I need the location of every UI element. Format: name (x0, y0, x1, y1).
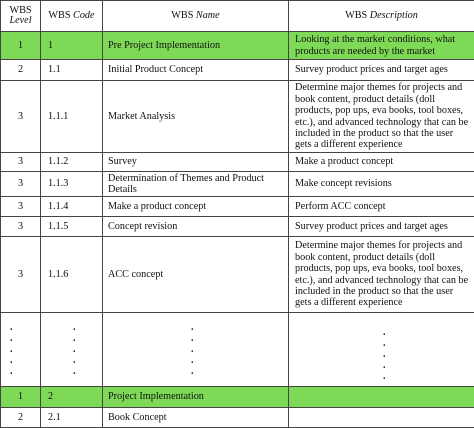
cell-level: 1 (1, 32, 41, 60)
cell-code: 2.1 (41, 408, 103, 428)
header-row (1, 1, 474, 32)
cell-name: Market Analysis (103, 81, 289, 153)
cell-description: Determine major themes for projects and book content, product details (doll products, pop ups, eva books, tool boxes, etc.), and advanced technology that can be included in the product so that the user gets a different experience (289, 81, 474, 153)
cell-description: Looking at the market conditions, what products are needed by the market (289, 32, 474, 60)
cell-name: Determination of Themes and Product Details (103, 172, 289, 197)
table-row (1, 81, 474, 153)
cell-description: Make concept revisions (289, 172, 474, 197)
cell-description: Determine major themes for projects and book content, product details (doll products, pop ups, eva books, tool boxes, etc.), and advanced technology that can be included in the product so that the user gets a different experience (289, 237, 474, 313)
ellipsis-description (289, 313, 474, 387)
header-code (41, 1, 103, 32)
table-row (1, 217, 474, 237)
cell-name: Survey (103, 153, 289, 172)
cell-code: 1.1.4 (41, 197, 103, 217)
table-row (1, 172, 474, 197)
ellipsis-level (1, 313, 41, 387)
cell-description: Perform ACC concept (289, 197, 474, 217)
header-level (1, 1, 41, 32)
vertical-ellipsis-icon: . . . . . (107, 325, 284, 375)
cell-name: Project Implementation (103, 387, 289, 408)
cell-level: 2 (1, 60, 41, 81)
cell-level: 3 (1, 197, 41, 217)
cell-description: Survey product prices and target ages (289, 217, 474, 237)
table-row (1, 408, 474, 428)
cell-code: 1.1 (41, 60, 103, 81)
cell-description: Make a product concept (289, 153, 474, 172)
cell-name: Book Concept (103, 408, 289, 428)
cell-level: 3 (1, 217, 41, 237)
cell-name: ACC concept (103, 237, 289, 313)
vertical-ellipsis-icon: . . . . . (45, 325, 98, 375)
cell-level: 2 (1, 408, 41, 428)
header-name (103, 1, 289, 32)
cell-description: Survey product prices and target ages (289, 60, 474, 81)
cell-code: 2 (41, 387, 103, 408)
cell-name: Concept revision (103, 217, 289, 237)
cell-code: 1 (41, 32, 103, 60)
header-code-italic: Code (73, 10, 95, 21)
cell-description (289, 387, 474, 408)
table-row (1, 387, 474, 408)
vertical-ellipsis-icon: . . . . . (293, 320, 470, 380)
ellipsis-name (103, 313, 289, 387)
cell-code: 1.1.2 (41, 153, 103, 172)
header-desc-italic: Description (370, 10, 418, 21)
cell-level: 3 (1, 81, 41, 153)
cell-name: Make a product concept (103, 197, 289, 217)
table-row (1, 153, 474, 172)
cell-name: Pre Project Implementation (103, 32, 289, 60)
cell-code: 1.1.5 (41, 217, 103, 237)
table-row (1, 237, 474, 313)
header-code-text: WBS (48, 10, 70, 21)
header-level-italic: Level (9, 15, 31, 26)
cell-name: Initial Product Concept (103, 60, 289, 81)
table-row (1, 60, 474, 81)
header-name-text: WBS (171, 10, 193, 21)
cell-code: 1.1.3 (41, 172, 103, 197)
cell-level: 3 (1, 153, 41, 172)
header-level-text: WBS (9, 5, 31, 16)
cell-level: 1 (1, 387, 41, 408)
vertical-ellipsis-icon: . . . . . (5, 325, 36, 375)
header-description (289, 1, 474, 32)
cell-code: 1.1.6 (41, 237, 103, 313)
header-desc-text: WBS (345, 10, 367, 21)
cell-level: 3 (1, 237, 41, 313)
cell-description (289, 408, 474, 428)
ellipsis-code (41, 313, 103, 387)
table-row (1, 197, 474, 217)
cell-code: 1.1.1 (41, 81, 103, 153)
cell-level: 3 (1, 172, 41, 197)
header-name-italic: Name (196, 10, 220, 21)
table-row (1, 32, 474, 60)
ellipsis-row (1, 313, 474, 387)
